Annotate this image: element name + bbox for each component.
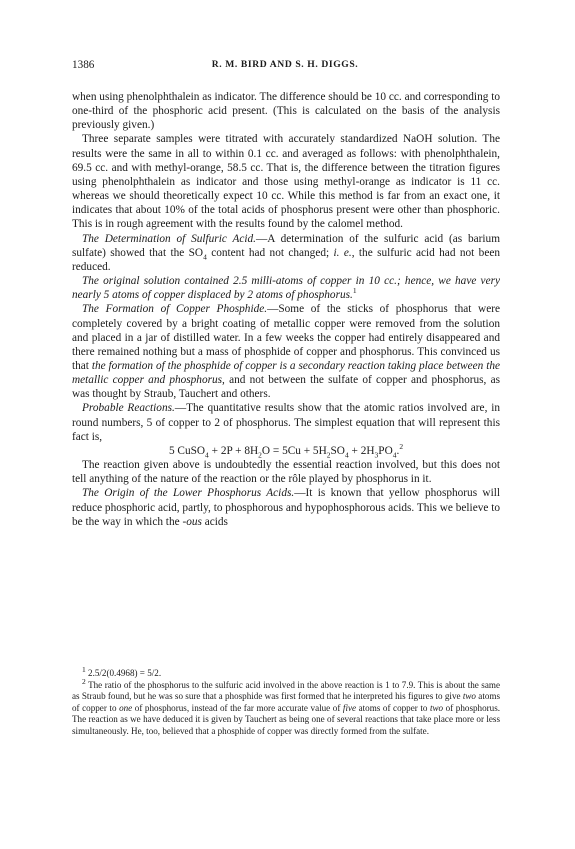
italic-text: -ous xyxy=(182,515,202,528)
subscript: 4 xyxy=(344,450,349,460)
subscript: 2 xyxy=(326,450,331,460)
running-head-authors: R. M. BIRD AND S. H. DIGGS. xyxy=(211,59,359,70)
italic-text: five xyxy=(342,702,357,713)
paragraph-text: , the sulfuric acid had not been reduced. xyxy=(72,246,500,273)
equation-part: PO xyxy=(378,444,393,457)
running-head xyxy=(72,58,498,72)
footnote-ref: 2 xyxy=(399,442,404,452)
paragraph-text: —A determination of the sulfuric acid (as barium sulfate) showed that the SO xyxy=(72,232,500,259)
footnote-text: of phosphorus, instead of the far more accurate value of xyxy=(132,702,343,713)
paragraph xyxy=(72,401,500,443)
section-heading: The Determination of Sulfuric Acid. xyxy=(82,232,256,245)
footnote-text: The ratio of the phosphorus to the sulfuric acid involved in the above reaction is 1 to 7.9. This is about the same as Straub found, but he was so sure that a phosphide was first formed that he interpreted his figures to give xyxy=(72,679,500,702)
section-heading: Probable Reactions. xyxy=(82,402,175,415)
paragraph xyxy=(72,486,500,528)
section-heading: The Origin of the Lower Phosphorus Acids. xyxy=(82,487,295,500)
subscript: 4 xyxy=(203,251,207,261)
italic-text: i. e. xyxy=(333,246,352,259)
paragraph-text: The reaction given above is undoubtedly the essential reaction involved, but this does not tell anything of the nature of the reaction or the rôle played by phosphorus in it. xyxy=(72,459,500,486)
paragraph-text: acids xyxy=(201,515,228,528)
subscript: 2 xyxy=(258,450,262,460)
paragraph xyxy=(72,458,500,486)
paragraph xyxy=(72,302,500,401)
italic-statement: The original solution contained 2.5 milli-atoms of copper in 10 cc.; hence, we have very nearly 5 atoms of copper displaced by 2 atoms of phosphorus. xyxy=(72,275,500,302)
footnote-ref: 1 xyxy=(352,286,357,296)
paragraph xyxy=(72,274,500,302)
footnote-2 xyxy=(72,676,501,738)
footnote-text: 2.5/2(0.4968) = 5/2. xyxy=(85,668,162,678)
footnotes xyxy=(72,664,501,738)
paragraph xyxy=(72,90,500,132)
equation-part: + 2P + 8H xyxy=(208,444,259,457)
italic-text: one xyxy=(119,702,133,713)
paragraph-text: —Some of the sticks of phosphorus that were completely covered by a bright coating of metallic copper were removed from the solution and placed in a jar of distilled water. In a few weeks the copper had entirely disappeared and there remained nothing but a mass of phosphide of copper and phosphorus. This convinced us that xyxy=(72,303,501,372)
section-heading: The Formation of Copper Phosphide. xyxy=(82,303,268,316)
equation-part: O = 5Cu + 5H xyxy=(261,444,327,457)
chemical-equation xyxy=(72,444,500,458)
equation-part: + 2H xyxy=(348,444,375,457)
footnote-text: atoms of copper to xyxy=(356,702,430,713)
paragraph-text: and not between the sulfate of copper and phosphorus, as was thought by Straub, Tauchert and others. xyxy=(72,374,500,401)
subscript: 4 xyxy=(205,450,209,460)
subscript: 3 xyxy=(374,450,379,460)
body-text xyxy=(72,90,500,529)
footnote-mark: 1 xyxy=(82,664,86,674)
footnote-text: atoms of copper to xyxy=(72,691,500,713)
italic-text: two xyxy=(462,691,476,702)
equation-part: 5 CuSO xyxy=(168,444,206,457)
equation-part: . xyxy=(396,444,400,457)
footnote-mark: 2 xyxy=(82,676,86,686)
paragraph-text: —It is known that yellow phosphorus will reduce phosphoric acid, partly, to phosphorous and hypophosphorous acids. This we believe to be the way in which the xyxy=(72,487,500,528)
paragraph-text: Three separate samples were titrated with accurately standardized NaOH solution. The results were the same in all to within 0.1 cc. and averaged as follows: with phenolphthalein, 69.5 cc. and with methyl-orange, 58.5 cc. That is, the difference between the titration figures using phenolphthalein as indicator and those using methyl-orange as indicator is 11 cc. whereas we should theoretically expect 10 cc. While this method is far from an exact one, it indicates that about 10% of the total acids of phosphorus present were other than phosphoric. This is in rough agreement with the results found by the calomel method. xyxy=(72,133,500,231)
equation-part: SO xyxy=(330,444,345,457)
page-number: 1386 xyxy=(72,59,95,71)
paragraph-text: content had not changed; xyxy=(206,246,334,259)
subscript: 4 xyxy=(392,450,397,460)
paragraph-text: —The quantitative results show that the atomic ratios involved are, in round numbers, 5 of copper to 2 of phosphorus. The simplest equation that will represent this fact is, xyxy=(72,402,500,443)
footnote-1 xyxy=(72,664,500,680)
footnote-text: of phosphorus. The reaction as we have deduced it is given by Tauchert as being one of several reactions that take place more or less simultaneously. He, too, believed that a phosphide of copper was directly formed from the sulfate. xyxy=(72,702,501,736)
italic-text: two xyxy=(429,702,444,713)
italic-text: the formation of the phosphide of copper is a secondary reaction taking place between the metallic copper and phosphorus, xyxy=(72,359,501,387)
paragraph xyxy=(72,132,500,231)
paragraph xyxy=(72,232,500,274)
paragraph-text: when using phenolphthalein as indicator. The difference should be 10 cc. and corresponding to one-third of the phosphoric acid present. (This is calculated on the basis of the analysis previously given.) xyxy=(72,91,500,132)
